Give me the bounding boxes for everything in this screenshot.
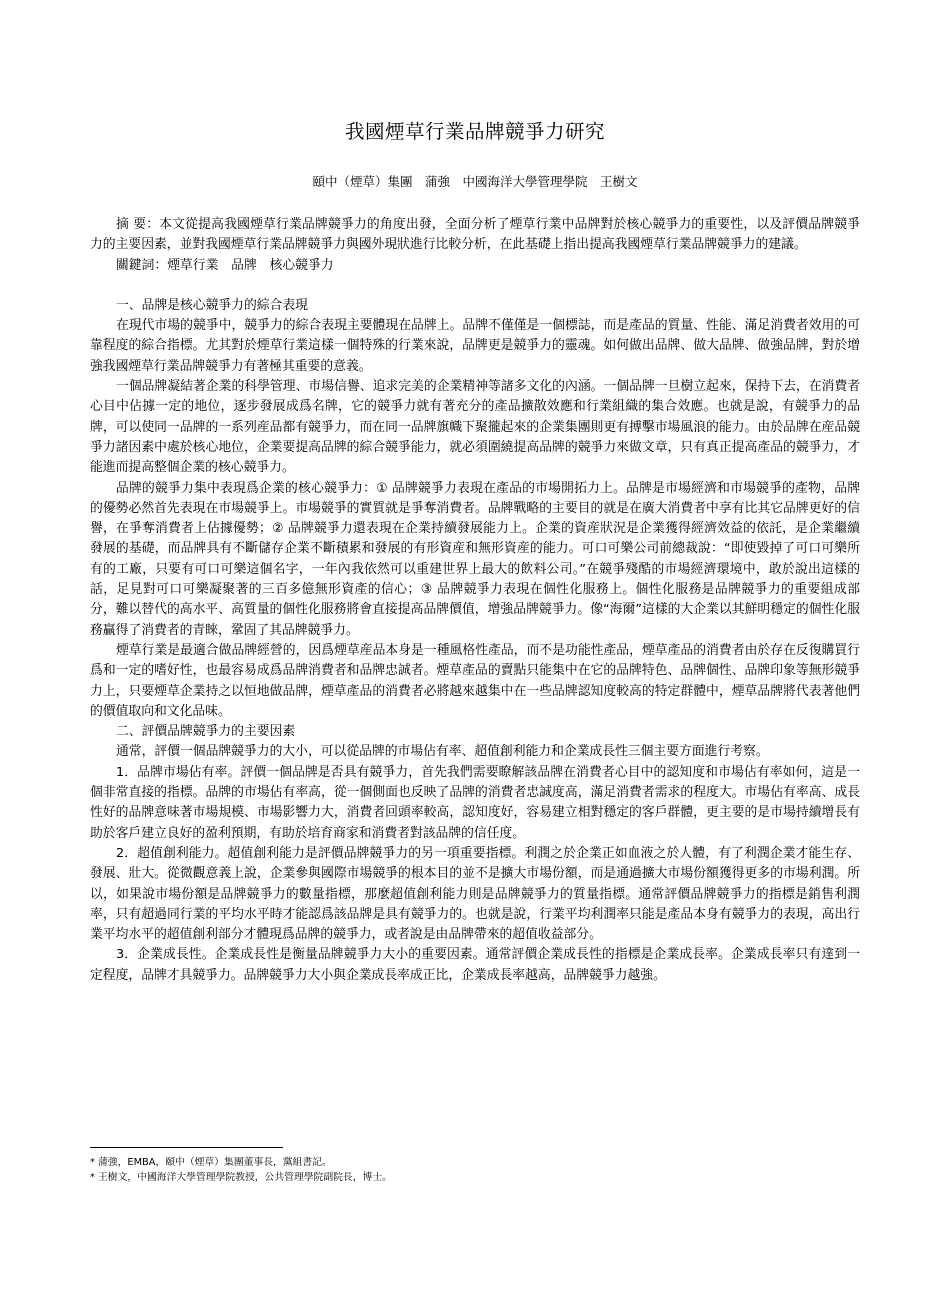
body-paragraph: 2．超值創利能力。超值創利能力是評價品牌競爭力的另一項重要指標。利潤之於企業正如血液之於人體，有了利潤企業才能生存、發展、壯大。從微觀意義上說，企業參與國際市場競爭的根本目的並不是擴大市場份額，而是通過擴大市場份額獲得更多的市場利潤。所以，如果說市場份額是品牌競爭力的數量指標，那麼超值創利能力則是品牌競爭力的質量指標。通常評價品牌競爭力的指標是銷售利潤率，只有超過同行業的平均水平時才能認爲該品牌是具有競爭力的。也就是說，行業平均利潤率只能是產品本身有競爭力的表現，高出行業平均水平的超值創利部分才體現爲品牌的競爭力，或者說是由品牌帶來的超值收益部分。 xyxy=(90,845,860,943)
spacer xyxy=(90,276,860,296)
body-paragraph: 3．企業成長性。企業成長性是衡量品牌競爭力大小的重要因素。通常評價企業成長性的指標是企業成長率。企業成長率只有達到一定程度，品牌才具競爭力。品牌競爭力大小與企業成長率成正比，企業成長率越高，品牌競爭力越強。 xyxy=(90,947,860,983)
footnote: * 王樹文，中國海洋大學管理學院教授，公共管理學院副院長，博士。 xyxy=(90,1172,392,1183)
abstract: 摘 要：本文從提高我國煙草行業品牌競爭力的角度出發，全面分析了煙草行業中品牌對於核心競爭力的重要性，以及評價品牌競爭力的主要因素，並對我國煙草行業品牌競爭力與國外現狀進行比較分析，在此基礎上指出提高我國煙草行業品牌競爭力的建議。 xyxy=(90,217,860,253)
body-paragraph: 煙草行業是最適合做品牌經營的，因爲煙草産品本身是一種風格性產品，而不是功能性產品，煙草產品的消費者由於存在反復購買行爲和一定的嗜好性，也最容易成爲品牌消費者和品牌忠誠者。煙草產品的賣點只能集中在它的品牌特色、品牌個性、品牌印象等無形競爭力上，只要煙草企業持之以恒地做品牌，煙草產品的消費者必將越來越集中在一些品牌認知度較高的特定群體中，煙草品牌將代表著他們的價值取向和文化品味。 xyxy=(90,642,860,719)
body-paragraph: 在現代市場的競爭中，競爭力的綜合表現主要體現在品牌上。品牌不僅僅是一個標誌，而是產品的質量、性能、滿足消費者效用的可靠程度的綜合指標。尤其對於煙草行業這樣一個特殊的行業來說，品牌更是競爭力的靈魂。如何做出品牌、做大品牌、做強品牌，對於增強我國煙草行業品牌競爭力有著極其重要的意義。 xyxy=(90,318,860,374)
body-paragraph: 1．品牌市場佔有率。評價一個品牌是否具有競爭力，首先我們需要瞭解該品牌在消費者心目中的認知度和市場佔有率如何，這是一個非常直接的指標。品牌的市場佔有率高，從一個側面也反映了品牌的消費者忠誠度高，滿足消費者需求的程度大。市場佔有率高、成長性好的品牌意味著市場規模、市場影響力大，消費者回頭率較高，認知度好，容易建立相對穩定的客戶群體，更主要的是市場持續增長有助於客戶建立良好的盈利預期，有助於培育商家和消費者對該品牌的信任度。 xyxy=(90,764,860,841)
paper-title: 我國煙草行業品牌競爭力研究 xyxy=(344,120,605,143)
footnotes xyxy=(90,1155,860,1185)
body-paragraph: 品牌的競爭力集中表現爲企業的核心競爭力：① 品牌競爭力表現在產品的市場開拓力上。品牌是市場經濟和市場競爭的產物，品牌的優勢必然首先表現在市場競爭上。市場競爭的實質就是爭奪消費者。品牌戰略的主要目的就是在廣大消費者中享有比其它品牌更好的信譽，在爭奪消費者上佔據優勢；② 品牌競爭力還表現在企業持續發展能力上。企業的資産狀況是企業獲得經濟效益的依託，是企業繼續發展的基礎，而品牌具有不斷儲存企業不斷積累和發展的有形資産和無形資産的能力。可口可樂公司前總裁說：“即使毀掉了可口可樂所有的工廠，只要有可口可樂這個名字，一年內我依然可以重建世界上最大的飲料公司。”在競爭殘酷的市場經濟環境中，敢於說出這樣的話，足見對可口可樂凝聚著的三百多億無形資產的信心；③ 品牌競爭力表現在個性化服務上。個性化服務是品牌競爭力的重要組成部分，難以替代的高水平、高質量的個性化服務將會直接提高品牌價值，增強品牌競爭力。像“海爾”這樣的大企業以其鮮明穩定的個性化服務贏得了消費者的青睞，鞏固了其品牌競爭力。 xyxy=(90,480,860,638)
footnote-divider xyxy=(90,1147,283,1148)
body-paragraph: 通常，評價一個品牌競爭力的大小，可以從品牌的市場佔有率、超值創利能力和企業成長性三個主要方面進行考察。 xyxy=(116,744,769,760)
footnote: * 蒲強，EMBA，頤中（煙草）集團董事長，黨組書記。 xyxy=(90,1157,332,1168)
keywords: 關鍵詞：煙草行業 品牌 核心競爭力 xyxy=(116,257,334,273)
body-paragraph: 一個品牌凝結著企業的科學管理、市場信譽、追求完美的企業精神等諸多文化的內涵。一個品牌一旦樹立起來，保持下去，在消費者心目中佔據一定的地位，逐步發展成爲名牌，它的競爭力就有著充分的產品擴散效應和行業組織的集合效應。也就是說，有競爭力的品牌，可以使同一品牌的一系列産品都有競爭力，而在同一品牌旗幟下聚攏起來的企業集團則更有搏擊市場風浪的能力。由於品牌在産品競爭力諸因素中處於核心地位，企業要提高品牌的綜合競爭能力，就必須圍繞提高品牌的競爭力來做文章，只有真正提高產品的競爭力，才能進而提高整個企業的核心競爭力。 xyxy=(90,379,860,476)
section-heading: 一、品牌是核心競爭力的綜合表現 xyxy=(116,297,308,313)
paper-body xyxy=(90,215,860,986)
paper-authors: 頤中（煙草）集團 蒲強 中國海洋大學管理學院 王樹文 xyxy=(312,174,638,189)
section-heading: 二、評價品牌競爭力的主要因素 xyxy=(116,724,296,740)
